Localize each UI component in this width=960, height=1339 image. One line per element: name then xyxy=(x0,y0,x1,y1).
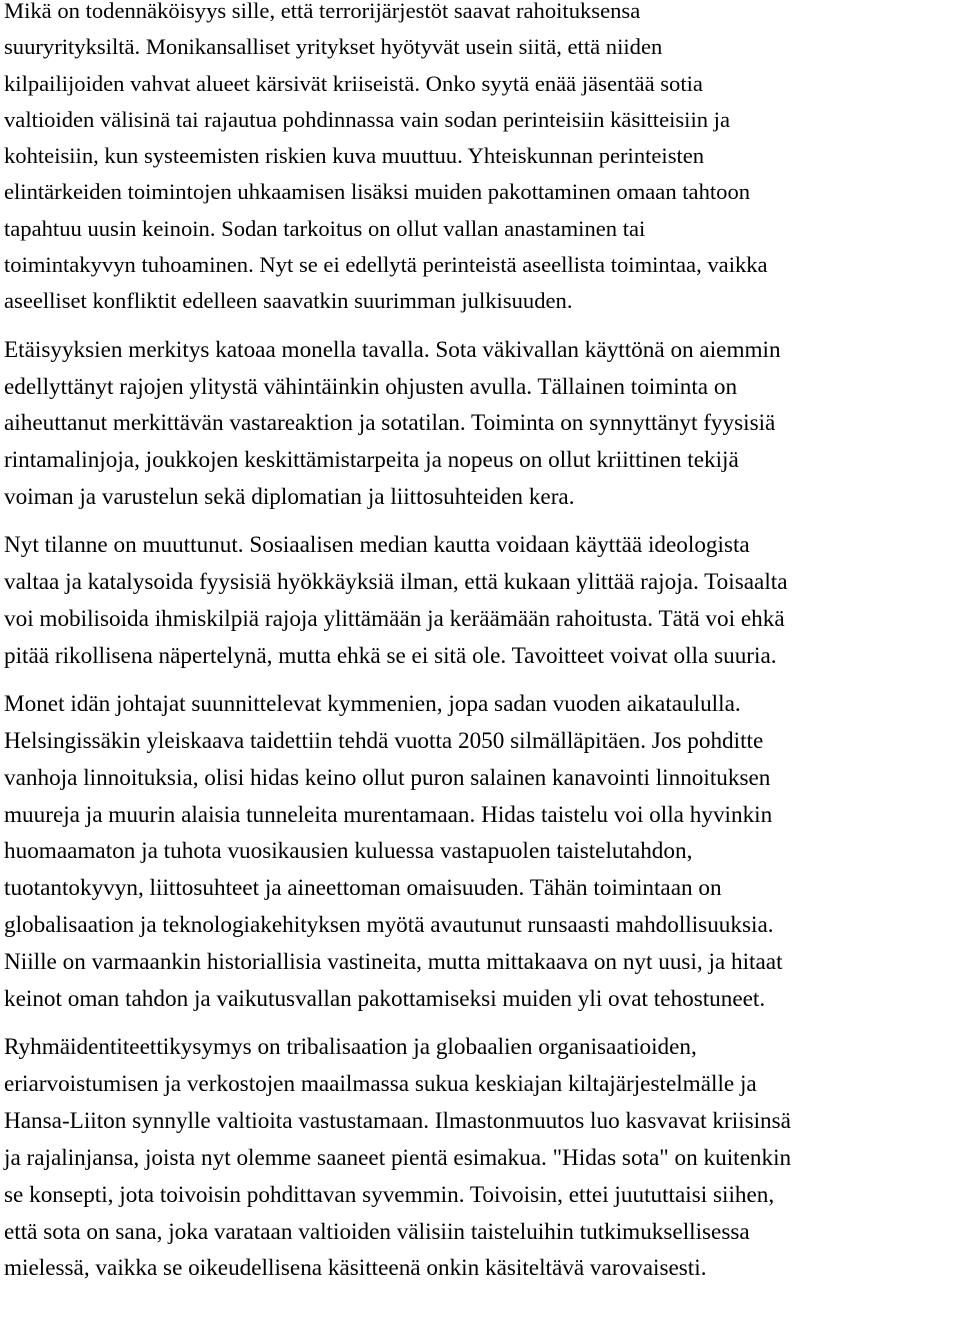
text-line: mielessä, vaikka se oikeudellisena käsitteenä onkin käsiteltävä varovaisesti. xyxy=(4,1255,707,1282)
text-line: Monet idän johtajat suunnittelevat kymmenien, jopa sadan vuoden aikataululla. xyxy=(4,690,741,717)
text-line: Hansa-Liiton synnylle valtioita vastustamaan. Ilmastonmuutos luo kasvavat kriisinsä xyxy=(4,1107,791,1134)
text-line: muureja ja muurin alaisia tunneleita murentamaan. Hidas taistelu voi olla hyvinkin xyxy=(4,801,773,828)
paragraph-2 xyxy=(4,332,956,517)
document-page xyxy=(4,0,956,1287)
text-line: keinot oman tahdon ja vaikutusvallan pakottamiseksi muiden yli ovat tehostuneet. xyxy=(4,986,766,1013)
text-line: pitää rikollisena näpertelynä, mutta ehkä se ei sitä ole. Tavoitteet voivat olla suuria. xyxy=(4,642,777,669)
text-line: että sota on sana, joka varataan valtioiden välisiin taisteluihin tutkimuksellisessa xyxy=(4,1218,750,1245)
text-line: ja rajalinjansa, joista nyt olemme saaneet pientä esimakua. "Hidas sota" on kuitenkin xyxy=(4,1144,792,1171)
text-line: kohteisiin, kun systeemisten riskien kuva muuttuu. Yhteiskunnan perinteisten xyxy=(4,143,705,169)
paragraph-3 xyxy=(4,527,956,675)
text-line: globalisaation ja teknologiakehityksen myötä avautunut runsaasti mahdollisuuksia. xyxy=(4,912,774,939)
text-line: toimintakyvyn tuhoaminen. Nyt se ei edellytä perinteistä aseellista toimintaa, vaikka xyxy=(4,252,768,278)
text-line: valtioiden välisinä tai rajautua pohdinnassa vain sodan perinteisiin käsitteisiin ja xyxy=(4,106,730,132)
text-line: kilpailijoiden vahvat alueet kärsivät kriiseistä. Onko syytä enää jäsentää sotia xyxy=(4,70,703,96)
text-line: tuotantokyvyn, liittosuhteet ja aineettoman omaisuuden. Tähän toimintaan on xyxy=(4,875,722,902)
text-line: valtaa ja katalysoida fyysisiä hyökkäyksiä ilman, että kukaan ylittää rajoja. Toisaalta xyxy=(4,569,788,596)
text-line: aseelliset konfliktit edelleen saavatkin suurimman julkisuuden. xyxy=(4,288,573,314)
text-line: Mikä on todennäköisyys sille, että terrorijärjestöt saavat rahoituksensa xyxy=(4,0,641,23)
text-line: aiheuttanut merkittävän vastareaktion ja sotatilan. Toiminta on synnyttänyt fyysisiä xyxy=(4,410,776,437)
text-line: Helsingissäkin yleiskaava taidettiin tehdä vuotta 2050 silmälläpitäen. Jos pohditte xyxy=(4,727,764,754)
text-line: elintärkeiden toimintojen uhkaamisen lisäksi muiden pakottaminen omaan tahtoon xyxy=(4,179,751,205)
text-line: Ryhmäidentiteettikysymys on tribalisaation ja globaalien organisaatioiden, xyxy=(4,1033,697,1060)
text-line: Etäisyyksien merkitys katoaa monella tavalla. Sota väkivallan käyttönä on aiemmin xyxy=(4,336,781,363)
paragraph-1 xyxy=(4,0,956,320)
text-line: se konsepti, jota toivoisin pohdittavan syvemmin. Toivoisin, ettei juututtaisi siihen, xyxy=(4,1181,775,1208)
text-line: huomaamaton ja tuhota vuosikausien kuluessa vastapuolen taistelutahdon, xyxy=(4,838,693,865)
text-line: Nyt tilanne on muuttunut. Sosiaalisen median kautta voidaan käyttää ideologista xyxy=(4,532,750,559)
text-line: tapahtuu uusin keinoin. Sodan tarkoitus on ollut vallan anastaminen tai xyxy=(4,215,646,241)
text-line: rintamalinjoja, joukkojen keskittämistarpeita ja nopeus on ollut kriittinen tekijä xyxy=(4,447,739,474)
text-line: voi mobilisoida ihmiskilpiä rajoja ylittämään ja keräämään rahoitusta. Tätä voi ehkä xyxy=(4,606,785,633)
text-line: voiman ja varustelun sekä diplomatian ja liittosuhteiden kera. xyxy=(4,484,575,511)
paragraph-4 xyxy=(4,686,956,1018)
text-line: eriarvoistumisen ja verkostojen maailmassa sukua keskiajan kiltajärjestelmälle ja xyxy=(4,1070,757,1097)
text-line: edellyttänyt rajojen ylitystä vähintäinkin ohjusten avulla. Tällainen toiminta on xyxy=(4,373,738,400)
paragraph-5 xyxy=(4,1029,956,1287)
text-line: suuryrityksiltä. Monikansalliset yritykset hyötyvät usein siitä, että niiden xyxy=(4,34,663,60)
text-line: Niille on varmaankin historiallisia vastineita, mutta mittakaava on nyt uusi, ja hitaat xyxy=(4,949,783,976)
text-line: vanhoja linnoituksia, olisi hidas keino ollut puron salainen kanavointi linnoituksen xyxy=(4,764,771,791)
